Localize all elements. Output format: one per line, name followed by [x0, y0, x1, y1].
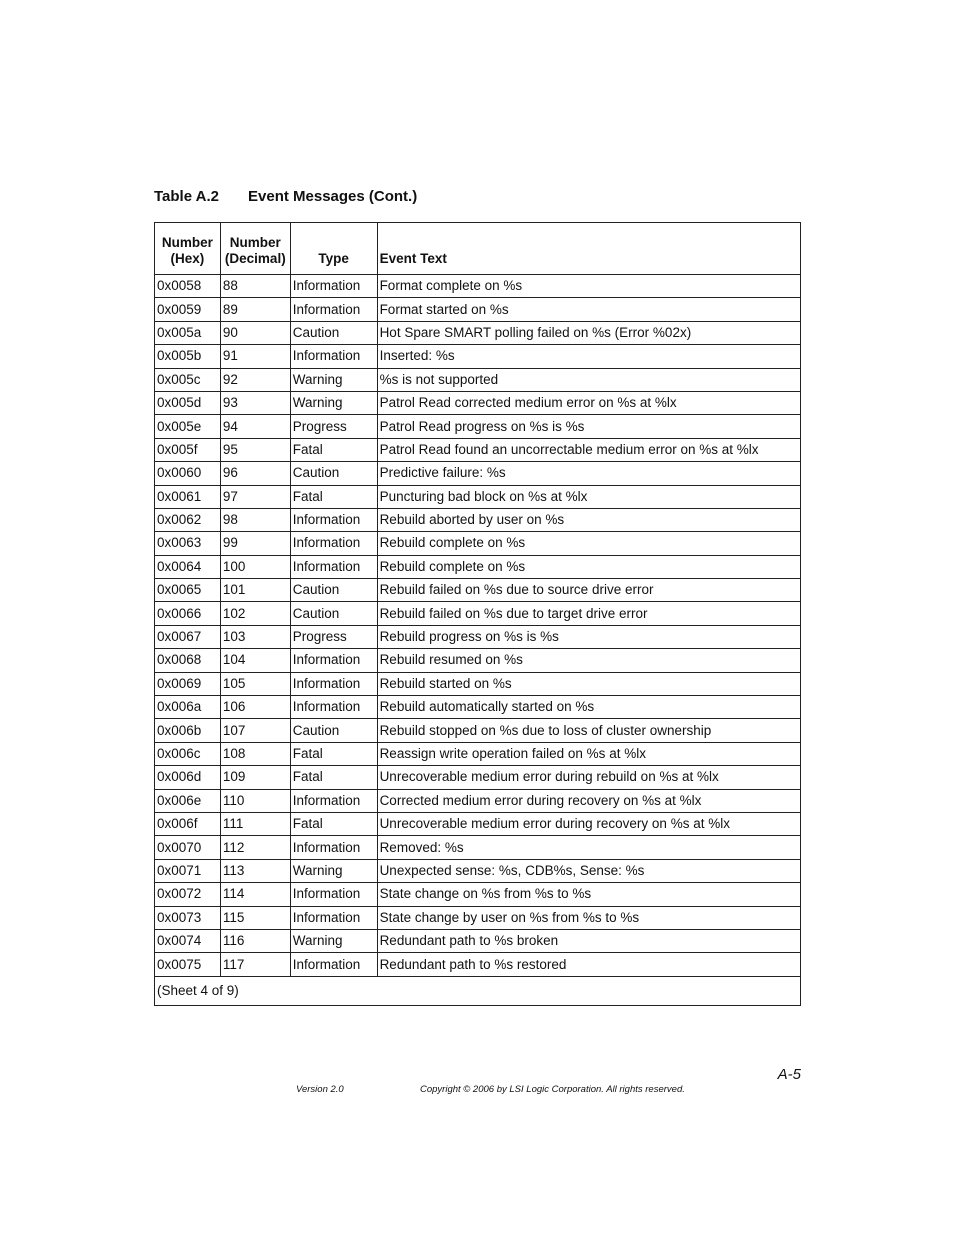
cell-number-decimal: 111 — [220, 812, 290, 835]
cell-type: Information — [290, 836, 377, 859]
cell-type: Information — [290, 883, 377, 906]
table-row — [155, 485, 801, 508]
cell-number-hex: 0x006b — [155, 719, 221, 742]
page-number: A-5 — [777, 1066, 801, 1083]
table-body — [155, 275, 801, 977]
cell-number-hex: 0x0067 — [155, 625, 221, 648]
cell-number-decimal: 94 — [220, 415, 290, 438]
cell-event-text: Reassign write operation failed on %s at %lx — [377, 742, 800, 765]
table-row — [155, 625, 801, 648]
cell-number-hex: 0x005c — [155, 368, 221, 391]
cell-number-decimal: 116 — [220, 929, 290, 952]
cell-number-decimal: 105 — [220, 672, 290, 695]
table-row — [155, 555, 801, 578]
table-footer-row — [155, 976, 801, 1005]
table-row — [155, 672, 801, 695]
cell-type: Information — [290, 508, 377, 531]
cell-number-decimal: 104 — [220, 649, 290, 672]
cell-number-hex: 0x005b — [155, 345, 221, 368]
cell-number-hex: 0x0063 — [155, 532, 221, 555]
cell-number-hex: 0x0073 — [155, 906, 221, 929]
cell-type: Warning — [290, 391, 377, 414]
cell-event-text: Rebuild automatically started on %s — [377, 696, 800, 719]
cell-number-decimal: 88 — [220, 275, 290, 298]
cell-type: Warning — [290, 929, 377, 952]
cell-event-text: %s is not supported — [377, 368, 800, 391]
cell-number-hex: 0x0069 — [155, 672, 221, 695]
cell-event-text: Patrol Read corrected medium error on %s at %lx — [377, 391, 800, 414]
header-number-decimal — [220, 223, 290, 275]
cell-number-hex: 0x0068 — [155, 649, 221, 672]
cell-number-decimal: 106 — [220, 696, 290, 719]
cell-type: Information — [290, 345, 377, 368]
table-row — [155, 368, 801, 391]
cell-number-hex: 0x0072 — [155, 883, 221, 906]
cell-type: Caution — [290, 602, 377, 625]
cell-number-decimal: 93 — [220, 391, 290, 414]
cell-number-hex: 0x0060 — [155, 462, 221, 485]
cell-event-text: Redundant path to %s broken — [377, 929, 800, 952]
cell-event-text: Rebuild aborted by user on %s — [377, 508, 800, 531]
cell-number-decimal: 113 — [220, 859, 290, 882]
cell-type: Information — [290, 298, 377, 321]
cell-event-text: Hot Spare SMART polling failed on %s (Error %02x) — [377, 321, 800, 344]
cell-number-hex: 0x0059 — [155, 298, 221, 321]
cell-number-hex: 0x0071 — [155, 859, 221, 882]
cell-number-decimal: 112 — [220, 836, 290, 859]
table-row — [155, 859, 801, 882]
cell-event-text: State change by user on %s from %s to %s — [377, 906, 800, 929]
cell-number-hex: 0x0074 — [155, 929, 221, 952]
cell-event-text: Rebuild failed on %s due to source drive error — [377, 579, 800, 602]
table-caption — [154, 188, 417, 205]
table-row — [155, 696, 801, 719]
table-row — [155, 836, 801, 859]
cell-number-decimal: 115 — [220, 906, 290, 929]
cell-number-decimal: 107 — [220, 719, 290, 742]
table-row — [155, 462, 801, 485]
cell-number-decimal: 98 — [220, 508, 290, 531]
cell-event-text: Rebuild stopped on %s due to loss of cluster ownership — [377, 719, 800, 742]
cell-event-text: Unrecoverable medium error during recovery on %s at %lx — [377, 812, 800, 835]
cell-event-text: Unrecoverable medium error during rebuild on %s at %lx — [377, 766, 800, 789]
cell-number-decimal: 103 — [220, 625, 290, 648]
table-header-row — [155, 223, 801, 275]
cell-type: Information — [290, 953, 377, 976]
footer-version: Version 2.0 — [296, 1084, 344, 1095]
cell-event-text: Patrol Read found an uncorrectable medium error on %s at %lx — [377, 438, 800, 461]
table-row — [155, 532, 801, 555]
table-row — [155, 719, 801, 742]
cell-event-text: Rebuild failed on %s due to target drive error — [377, 602, 800, 625]
cell-number-decimal: 100 — [220, 555, 290, 578]
cell-number-hex: 0x006d — [155, 766, 221, 789]
table-row — [155, 275, 801, 298]
table-row — [155, 929, 801, 952]
cell-type: Information — [290, 275, 377, 298]
table-row — [155, 602, 801, 625]
footer-copyright: Copyright © 2006 by LSI Logic Corporation. All rights reserved. — [420, 1084, 685, 1095]
header-hex-line2: (Hex) — [170, 251, 205, 266]
cell-type: Information — [290, 906, 377, 929]
cell-type: Caution — [290, 719, 377, 742]
cell-number-hex: 0x005d — [155, 391, 221, 414]
cell-event-text: Unexpected sense: %s, CDB%s, Sense: %s — [377, 859, 800, 882]
cell-number-decimal: 101 — [220, 579, 290, 602]
table-row — [155, 906, 801, 929]
table-number: Table A.2 — [154, 188, 220, 205]
table-row — [155, 438, 801, 461]
cell-number-hex: 0x0064 — [155, 555, 221, 578]
table-row — [155, 391, 801, 414]
cell-event-text: Format started on %s — [377, 298, 800, 321]
cell-type: Information — [290, 555, 377, 578]
cell-number-decimal: 92 — [220, 368, 290, 391]
cell-number-hex: 0x006e — [155, 789, 221, 812]
cell-type: Fatal — [290, 812, 377, 835]
cell-number-decimal: 97 — [220, 485, 290, 508]
cell-number-decimal: 91 — [220, 345, 290, 368]
cell-type: Information — [290, 532, 377, 555]
header-number-hex — [155, 223, 221, 275]
header-dec-line2: (Decimal) — [224, 251, 286, 266]
cell-number-decimal: 99 — [220, 532, 290, 555]
sheet-note: (Sheet 4 of 9) — [155, 976, 801, 1005]
cell-number-decimal: 109 — [220, 766, 290, 789]
cell-type: Caution — [290, 321, 377, 344]
cell-number-hex: 0x0058 — [155, 275, 221, 298]
cell-event-text: Rebuild complete on %s — [377, 532, 800, 555]
table-row — [155, 321, 801, 344]
cell-event-text: Rebuild progress on %s is %s — [377, 625, 800, 648]
header-event-text: Event Text — [377, 223, 800, 275]
cell-event-text: Predictive failure: %s — [377, 462, 800, 485]
table-row — [155, 953, 801, 976]
cell-event-text: Rebuild resumed on %s — [377, 649, 800, 672]
cell-number-decimal: 114 — [220, 883, 290, 906]
cell-event-text: Rebuild complete on %s — [377, 555, 800, 578]
cell-number-hex: 0x0065 — [155, 579, 221, 602]
cell-type: Progress — [290, 625, 377, 648]
cell-event-text: Inserted: %s — [377, 345, 800, 368]
cell-number-decimal: 117 — [220, 953, 290, 976]
table-row — [155, 766, 801, 789]
table-row — [155, 649, 801, 672]
cell-number-hex: 0x0066 — [155, 602, 221, 625]
cell-type: Fatal — [290, 438, 377, 461]
cell-type: Caution — [290, 579, 377, 602]
cell-type: Information — [290, 789, 377, 812]
cell-number-decimal: 90 — [220, 321, 290, 344]
table-row — [155, 812, 801, 835]
cell-number-hex: 0x006a — [155, 696, 221, 719]
cell-type: Caution — [290, 462, 377, 485]
table-row — [155, 298, 801, 321]
cell-number-hex: 0x0075 — [155, 953, 221, 976]
cell-number-decimal: 108 — [220, 742, 290, 765]
cell-number-hex: 0x005e — [155, 415, 221, 438]
header-type: Type — [290, 223, 377, 275]
table-row — [155, 508, 801, 531]
table-row — [155, 579, 801, 602]
cell-number-hex: 0x0061 — [155, 485, 221, 508]
cell-event-text: Rebuild started on %s — [377, 672, 800, 695]
cell-event-text: Patrol Read progress on %s is %s — [377, 415, 800, 438]
cell-number-decimal: 89 — [220, 298, 290, 321]
cell-event-text: Corrected medium error during recovery on %s at %lx — [377, 789, 800, 812]
cell-type: Information — [290, 672, 377, 695]
table-row — [155, 883, 801, 906]
cell-type: Information — [290, 649, 377, 672]
cell-number-hex: 0x0062 — [155, 508, 221, 531]
cell-type: Progress — [290, 415, 377, 438]
cell-number-decimal: 95 — [220, 438, 290, 461]
cell-type: Warning — [290, 368, 377, 391]
header-hex-line1: Number — [161, 235, 213, 250]
cell-number-hex: 0x006c — [155, 742, 221, 765]
table-row — [155, 345, 801, 368]
cell-type: Fatal — [290, 766, 377, 789]
cell-type: Fatal — [290, 485, 377, 508]
table-row — [155, 789, 801, 812]
cell-type: Warning — [290, 859, 377, 882]
event-messages-table — [154, 222, 801, 1006]
table-row — [155, 415, 801, 438]
cell-number-hex: 0x005a — [155, 321, 221, 344]
table-row — [155, 742, 801, 765]
cell-number-decimal: 96 — [220, 462, 290, 485]
table-title: Event Messages (Cont.) — [248, 188, 418, 205]
cell-number-hex: 0x0070 — [155, 836, 221, 859]
cell-event-text: Puncturing bad block on %s at %lx — [377, 485, 800, 508]
cell-number-decimal: 110 — [220, 789, 290, 812]
cell-number-decimal: 102 — [220, 602, 290, 625]
cell-number-hex: 0x006f — [155, 812, 221, 835]
cell-event-text: Redundant path to %s restored — [377, 953, 800, 976]
cell-type: Information — [290, 696, 377, 719]
cell-event-text: State change on %s from %s to %s — [377, 883, 800, 906]
cell-event-text: Removed: %s — [377, 836, 800, 859]
header-dec-line1: Number — [229, 235, 281, 250]
cell-number-hex: 0x005f — [155, 438, 221, 461]
cell-event-text: Format complete on %s — [377, 275, 800, 298]
cell-type: Fatal — [290, 742, 377, 765]
